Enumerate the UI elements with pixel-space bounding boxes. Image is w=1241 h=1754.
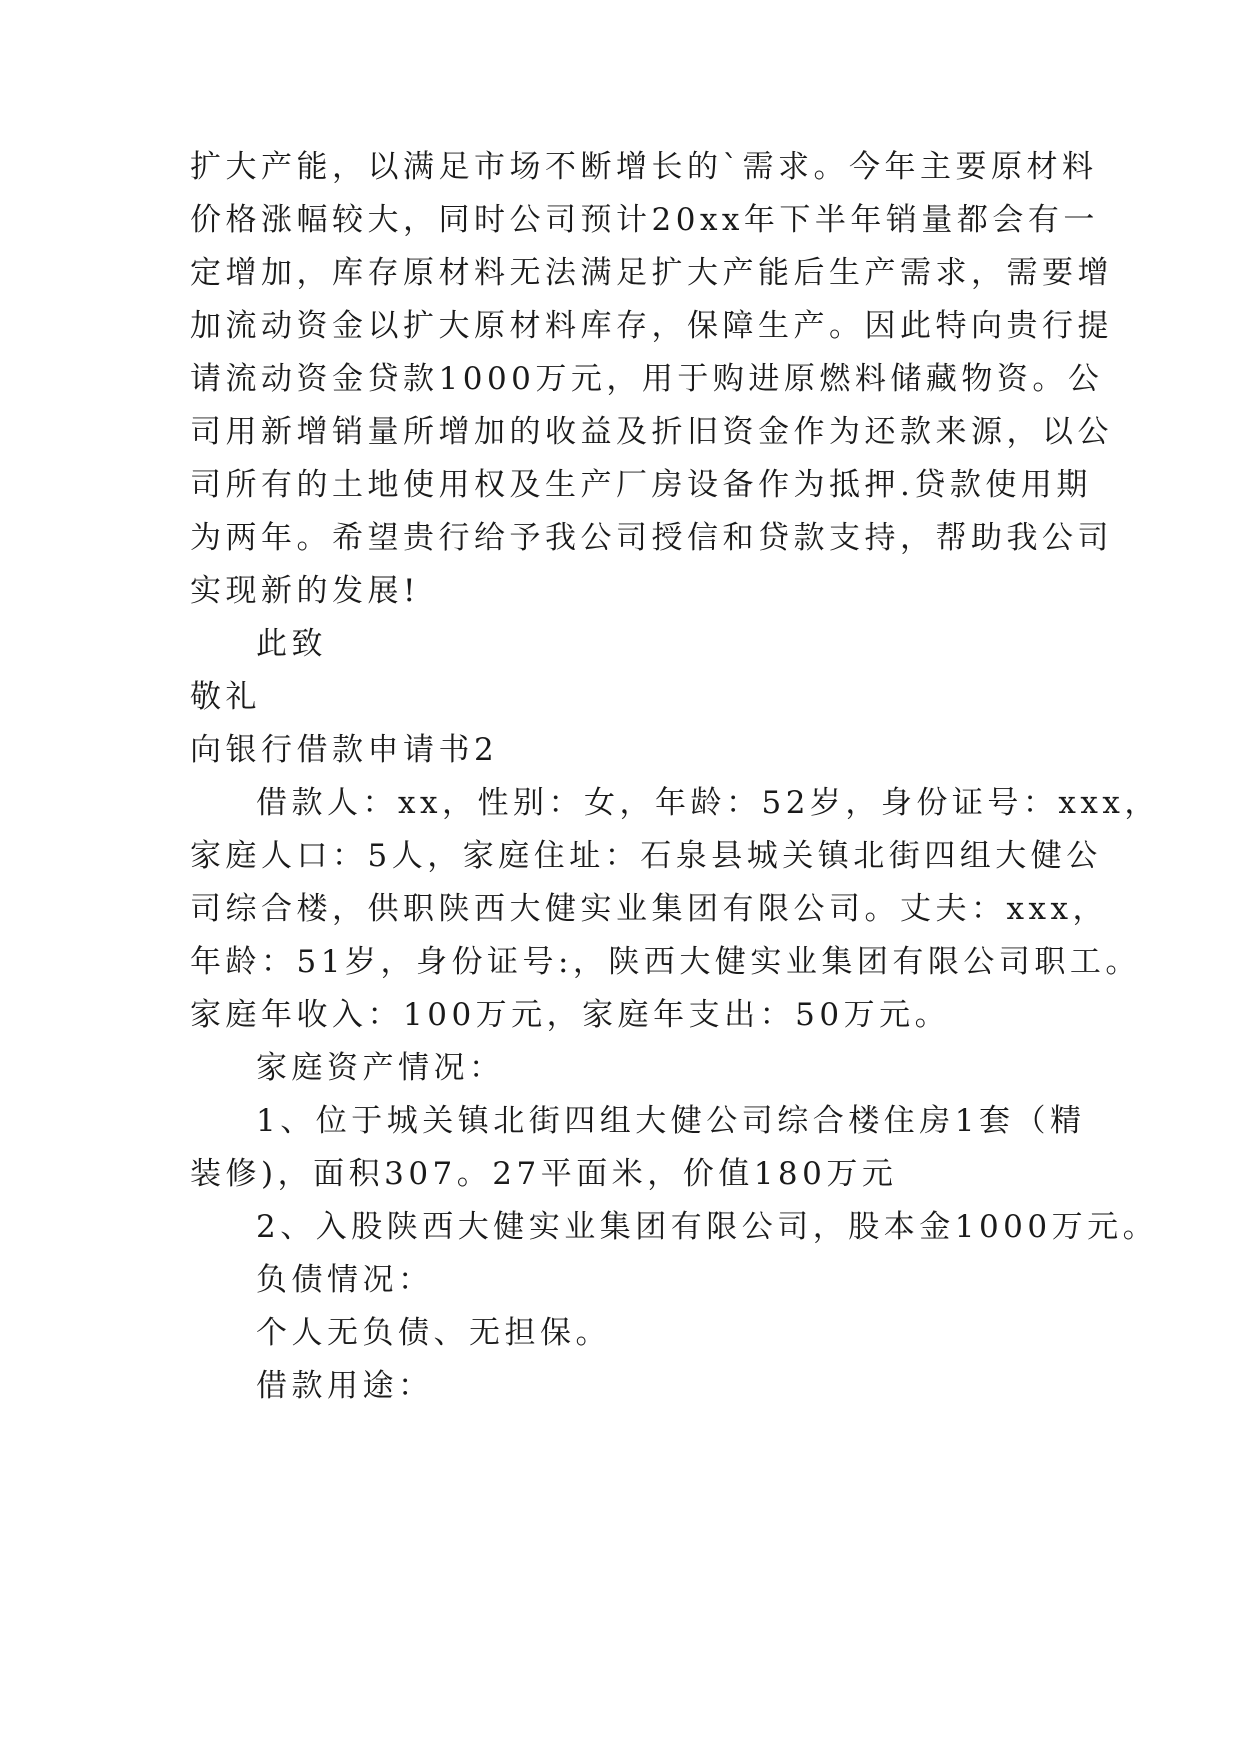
paragraph-line: 请流动资金贷款1000万元，用于购进原燃料储藏物资。公	[190, 361, 1104, 397]
paragraph-line: 家庭年收入：100万元，家庭年支出：50万元。	[190, 997, 951, 1033]
paragraph-line: 扩大产能，以满足市场不断增长的`需求。今年主要原材料	[190, 149, 1098, 185]
paragraph-line: 司综合楼，供职陕西大健实业集团有限公司。丈夫：xxx，	[190, 891, 1108, 927]
closing-salutation: 此致	[256, 626, 327, 662]
asset-item-line: 装修)，面积307。27平面米，价值180万元	[190, 1156, 898, 1192]
assets-heading: 家庭资产情况：	[256, 1050, 505, 1086]
closing-regards: 敬礼	[190, 679, 261, 715]
purpose-heading: 借款用途：	[256, 1368, 434, 1404]
asset-item: 2、入股陕西大健实业集团有限公司，股本金1000万元。	[256, 1209, 1159, 1245]
paragraph-line: 价格涨幅较大，同时公司预计20xx年下半年销量都会有一	[190, 202, 1099, 238]
paragraph-line: 定增加，库存原材料无法满足扩大产能后生产需求，需要增	[190, 255, 1113, 291]
section-title: 向银行借款申请书2	[190, 732, 499, 768]
paragraph-line: 加流动资金以扩大原材料库存，保障生产。因此特向贵行提	[190, 308, 1113, 344]
paragraph-line: 年龄：51岁，身份证号:，陕西大健实业集团有限公司职工。	[190, 944, 1141, 980]
paragraph-line: 实现新的发展!	[190, 573, 420, 609]
paragraph-line: 借款人：xx，性别：女，年龄：52岁，身份证号：xxx，	[256, 785, 1160, 821]
paragraph-line: 司所有的土地使用权及生产厂房设备作为抵押.贷款使用期	[190, 467, 1092, 503]
debt-text: 个人无负债、无担保。	[256, 1315, 611, 1351]
paragraph-line: 家庭人口：5人，家庭住址：石泉县城关镇北街四组大健公	[190, 838, 1102, 874]
asset-item-line: 1、位于城关镇北街四组大健公司综合楼住房1套（精	[256, 1103, 1086, 1139]
debt-heading: 负债情况：	[256, 1262, 434, 1298]
paragraph-line: 司用新增销量所增加的收益及折旧资金作为还款来源，以公	[190, 414, 1113, 450]
paragraph-line: 为两年。希望贵行给予我公司授信和贷款支持，帮助我公司	[190, 520, 1113, 556]
